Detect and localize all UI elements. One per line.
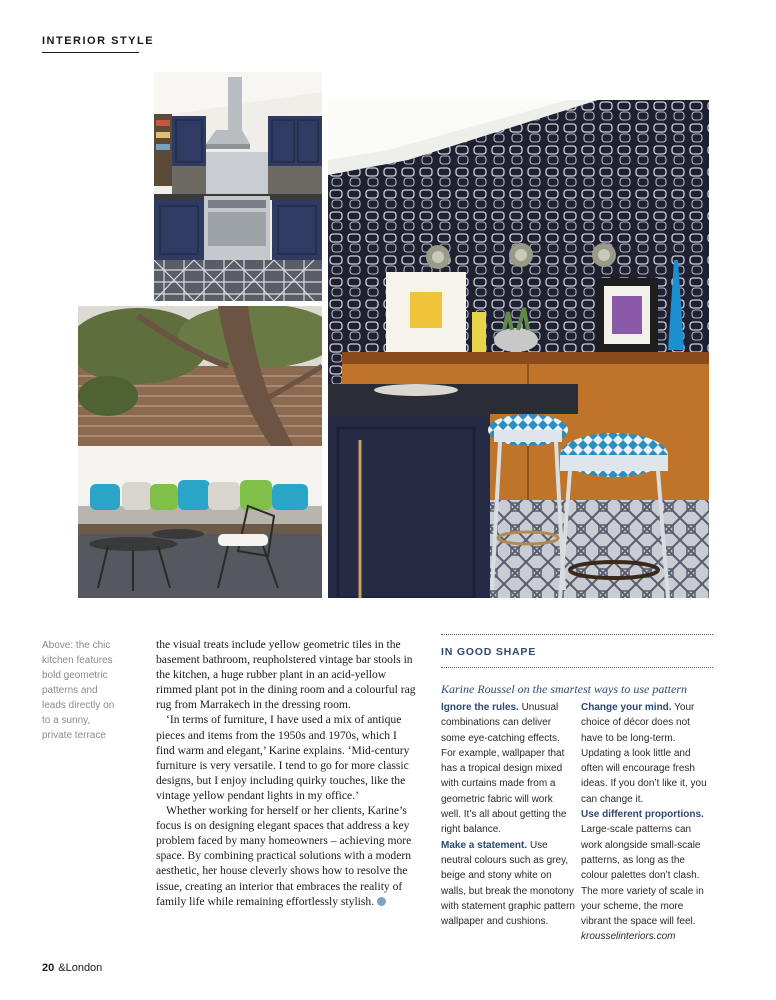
- tip-1-text: Unusual combinations can deliver some eye-catching effects. For example, wallpaper that has a tropical design mixed with curtains made from a geometric fabric will work well. It’s all about getting the right balance.: [441, 702, 567, 836]
- tip-4-title: Use different proportions.: [581, 809, 704, 821]
- sidebar-column-right: [581, 700, 713, 945]
- tip-3-text: Your choice of décor does not have to be long-term. Updating a look little and often will encourage fresh ideas. If you don’t like it, you can change it.: [581, 702, 707, 805]
- magazine-name: &London: [58, 962, 103, 974]
- tip-2-title: Make a statement.: [441, 839, 528, 851]
- tip-1-title: Ignore the rules.: [441, 702, 519, 713]
- tip-4-text: Large-scale patterns can work alongside small-scale patterns, as long as the colour palettes don’t clash. The more variety of scale in your scheme, the more vibrant the space will feel.: [581, 824, 704, 928]
- article-body: [156, 637, 418, 909]
- photo-caption: Above: the chic kitchen features bold geometric patterns and leads directly on to a sunny, private terrace: [42, 640, 115, 741]
- kitchen-photo: [154, 72, 322, 301]
- body-paragraph-1: the visual treats include yellow geometric tiles in the basement bathroom, reupholstered vintage bar stools in the kitchen, a huge rubber plant in an acid-yellow rimmed plant pot in the dining room and a colourful rag rug from Marrakech in the dressing room.: [156, 638, 416, 712]
- end-of-article-dot: [377, 897, 386, 906]
- section-label: INTERIOR STYLE: [42, 35, 155, 47]
- page-number: 20: [42, 962, 55, 974]
- dining-room-photo: [328, 100, 709, 598]
- section-rule: [42, 52, 139, 53]
- sidebar-box: [441, 634, 713, 943]
- body-paragraph-3: [156, 803, 418, 909]
- sidebar-heading-rule: [441, 667, 713, 668]
- tip-2-text: Use neutral colours such as grey, beige and stony white on walls, but break the monotony with statement graphic pattern wallpaper and cushions.: [441, 839, 575, 928]
- sidebar-subheading: Karine Roussel on the smartest ways to use pattern: [441, 682, 687, 696]
- page-folio: [42, 962, 102, 974]
- designer-website: krousselinteriors.com: [581, 931, 676, 943]
- body-paragraph-2: ‘In terms of furniture, I have used a mix of antique pieces and items from the 1950s and 1970s, which I find warm and elegant,’ Karine explains. ‘Mid-century furniture is very versatile. I tend to go for more classic designs, but I enjoy including quirky touches, like the vintage yellow pendant lights in my office.’: [156, 713, 410, 802]
- sidebar-heading: IN GOOD SHAPE: [441, 646, 536, 658]
- sidebar-column-left: [441, 700, 575, 929]
- body-paragraph-3-text: Whether working for herself or her clients, Karine’s focus is on designing elegant spaces that address a key problem faced by many homeowners – achieving more space. By combining practical solutions with a modern aesthetic, her house cleverly shows how to resolve the issue, creating an interior that embraces the reality of family life while remaining effortlessly stylish.: [156, 804, 412, 908]
- terrace-photo: [78, 306, 322, 598]
- tip-3-title: Change your mind.: [581, 702, 672, 713]
